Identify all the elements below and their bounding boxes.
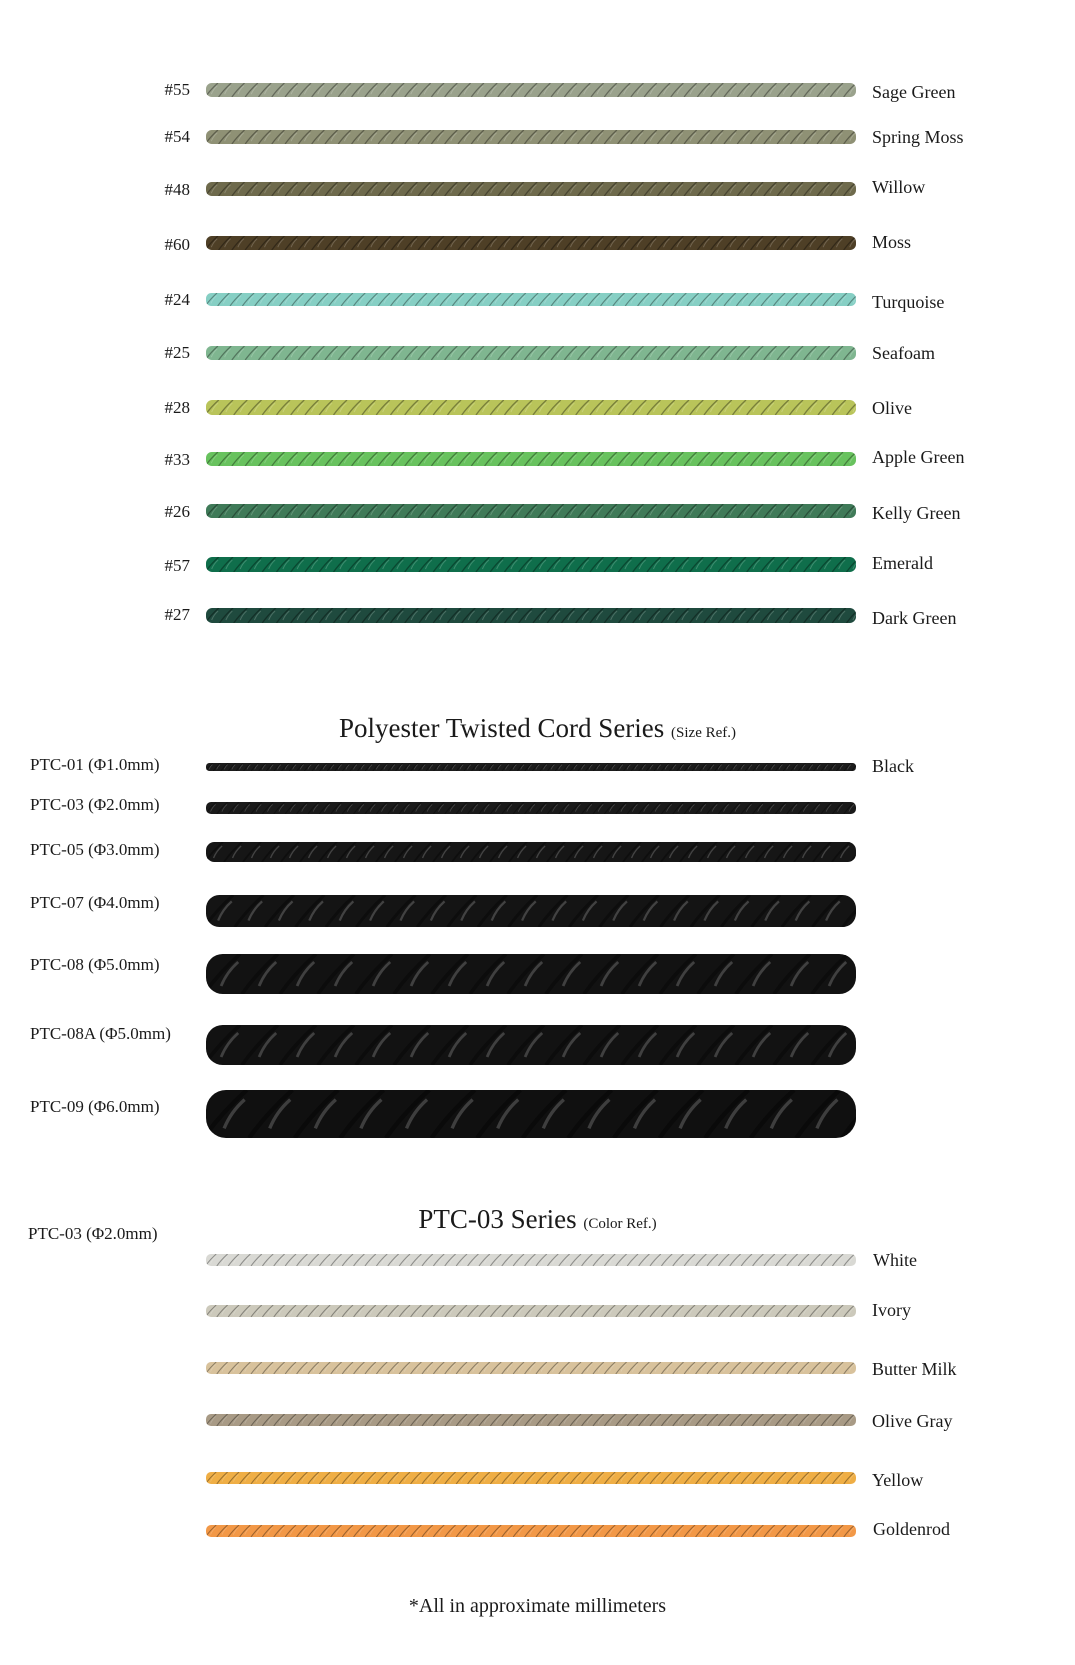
cord-graphic	[206, 1414, 856, 1426]
section-title-note: (Size Ref.)	[671, 725, 737, 741]
cord-color-name: Spring Moss	[872, 127, 964, 147]
cord-graphic	[206, 1525, 856, 1537]
cord-code: #48	[164, 180, 190, 199]
cord-code: #60	[164, 235, 190, 254]
cord-graphic	[206, 1254, 856, 1266]
cord-swatch	[206, 842, 856, 862]
cord-swatch	[206, 1090, 856, 1138]
cord-color-name: White	[873, 1250, 917, 1270]
cord-swatch	[206, 1472, 856, 1484]
cord-color-name: Willow	[872, 177, 926, 197]
cord-graphic	[206, 895, 856, 927]
cord-code: #33	[164, 450, 190, 469]
cord-swatch	[206, 895, 856, 927]
cord-color-name: Butter Milk	[872, 1359, 957, 1379]
cord-graphic	[206, 1362, 856, 1374]
cord-swatch	[206, 293, 856, 306]
cord-swatch	[206, 83, 856, 97]
cord-swatch	[206, 452, 856, 466]
cord-color-name: Turquoise	[872, 292, 945, 312]
cord-color-name: Black	[872, 756, 914, 776]
cord-color-name: Goldenrod	[873, 1519, 950, 1539]
section-title	[0, 1203, 1075, 1240]
cord-color-name: Olive Gray	[872, 1411, 953, 1431]
cord-graphic	[206, 1025, 856, 1065]
cord-graphic	[206, 182, 856, 196]
cord-swatch	[206, 182, 856, 196]
cord-color-name: Emerald	[872, 553, 933, 573]
section-title-note: (Color Ref.)	[583, 1216, 657, 1232]
cord-graphic	[206, 842, 856, 862]
cord-color-name: Dark Green	[872, 608, 957, 628]
cord-code: #57	[164, 556, 190, 575]
cord-graphic	[206, 802, 856, 814]
cord-color-name: Ivory	[872, 1300, 911, 1320]
cord-swatch	[206, 1305, 856, 1317]
cord-graphic	[206, 1090, 856, 1138]
cord-code: PTC-05 (Φ3.0mm)	[30, 840, 160, 859]
cord-swatch	[206, 802, 856, 814]
cord-code: PTC-07 (Φ4.0mm)	[30, 893, 160, 912]
cord-code: PTC-08A (Φ5.0mm)	[30, 1024, 171, 1043]
cord-swatch	[206, 1362, 856, 1374]
cord-color-name: Kelly Green	[872, 503, 961, 523]
section-title-text: Polyester Twisted Cord Series	[338, 713, 665, 743]
cord-code: PTC-03 (Φ2.0mm)	[30, 795, 160, 814]
section-title-text: PTC-03 Series	[418, 1204, 577, 1234]
cord-color-name: Yellow	[872, 1470, 924, 1490]
cord-swatch	[206, 954, 856, 994]
cord-code: PTC-08 (Φ5.0mm)	[30, 955, 160, 974]
cord-code: #26	[164, 502, 190, 521]
cord-color-name: Olive	[872, 398, 912, 418]
cord-graphic	[206, 236, 856, 250]
cord-code: #28	[164, 398, 190, 417]
cord-swatch	[206, 608, 856, 623]
cord-color-name: Moss	[872, 232, 912, 252]
cord-code: #25	[164, 343, 190, 362]
cord-graphic	[206, 504, 856, 518]
cord-graphic	[206, 293, 856, 306]
cord-swatch	[206, 346, 856, 360]
cord-color-name: Sage Green	[872, 82, 956, 102]
cord-code: PTC-03 (Φ2.0mm)	[28, 1224, 158, 1243]
cord-swatch	[206, 1025, 856, 1065]
cord-graphic	[206, 1472, 856, 1484]
cord-code: #27	[164, 605, 190, 624]
cord-swatch	[206, 1414, 856, 1426]
cord-color-name: Seafoam	[872, 343, 935, 363]
cord-code: #54	[164, 127, 190, 146]
cord-graphic	[206, 400, 856, 415]
cord-graphic	[206, 763, 856, 771]
cord-swatch	[206, 130, 856, 144]
cord-graphic	[206, 954, 856, 994]
cord-code: #24	[164, 290, 190, 309]
footnote: *All in approximate millimeters	[408, 1595, 667, 1617]
cord-color-name: Apple Green	[872, 447, 965, 467]
cord-code: PTC-09 (Φ6.0mm)	[30, 1097, 160, 1116]
cord-swatch	[206, 1525, 856, 1537]
cord-swatch	[206, 1254, 856, 1266]
cord-graphic	[206, 452, 856, 466]
cord-swatch	[206, 763, 856, 771]
cord-code: #55	[164, 80, 190, 99]
cord-graphic	[206, 83, 856, 97]
cord-graphic	[206, 608, 856, 623]
cord-graphic	[206, 1305, 856, 1317]
cord-swatch	[206, 236, 856, 250]
cord-graphic	[206, 346, 856, 360]
cord-graphic	[206, 130, 856, 144]
cord-graphic	[206, 557, 856, 572]
cord-swatch	[206, 400, 856, 415]
cord-swatch	[206, 504, 856, 518]
cord-swatch	[206, 557, 856, 572]
cord-code: PTC-01 (Φ1.0mm)	[30, 755, 160, 774]
section-title	[0, 712, 1075, 749]
